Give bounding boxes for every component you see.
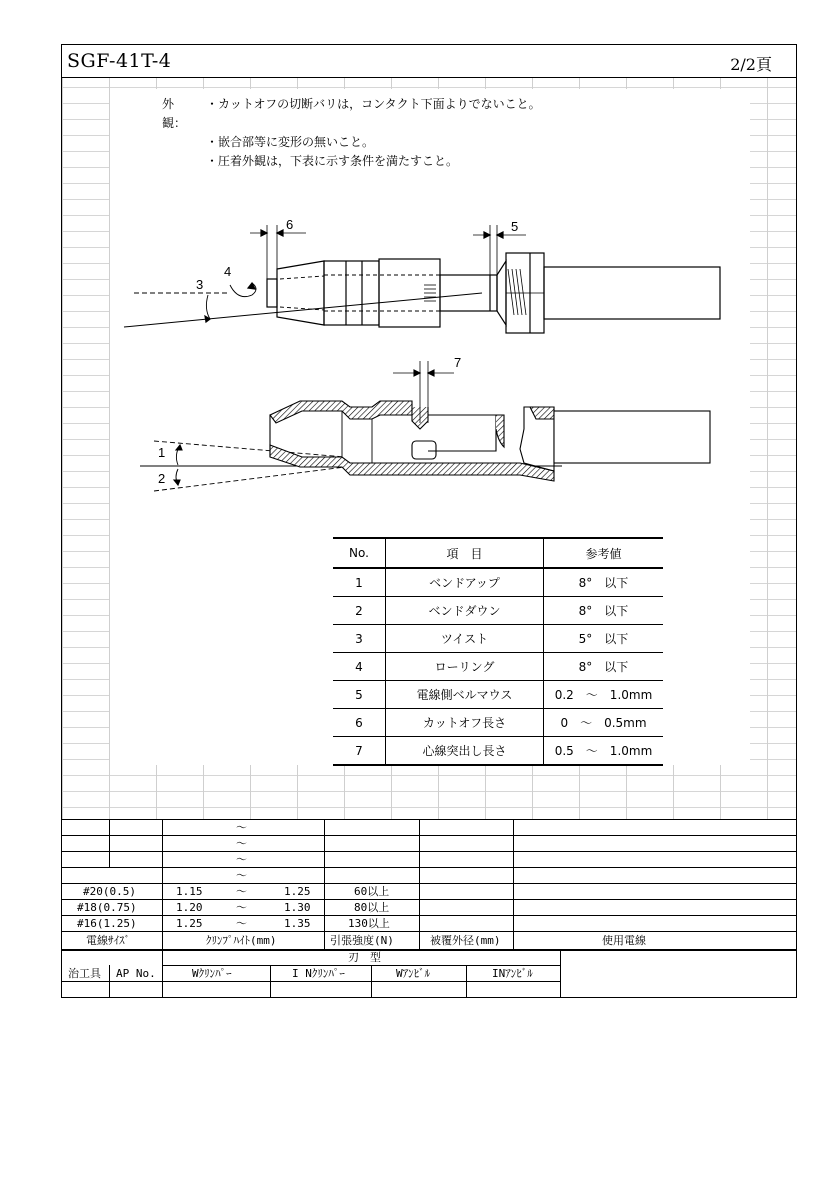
- header-wire-size: 電線ｻｲｽﾞ: [86, 934, 130, 947]
- spec-no: 4: [333, 653, 386, 681]
- spec-value: 8° 以下: [544, 568, 664, 597]
- angle-label-2: 2: [158, 471, 166, 486]
- tilde: ～: [236, 917, 247, 930]
- spec-no: 3: [333, 625, 386, 653]
- spec-value: 0.5 ～ 1.0mm: [544, 737, 664, 766]
- spec-header-item: 項 目: [386, 538, 544, 568]
- spec-no: 6: [333, 709, 386, 737]
- spec-row: [333, 681, 663, 709]
- tensile-strength: 80以上: [354, 901, 390, 914]
- spec-row: [333, 737, 663, 766]
- sheet-header: [62, 45, 796, 78]
- tilde: ～: [236, 885, 247, 898]
- spec-value: 5° 以下: [544, 625, 664, 653]
- page-number: 2/2頁: [730, 55, 772, 74]
- angle-label-4: 4: [224, 264, 232, 279]
- terminal-section-view: [140, 361, 710, 491]
- spec-row: [333, 568, 663, 597]
- wire-size: #20(0.5): [83, 885, 136, 898]
- terminal-drawing: [110, 89, 750, 529]
- spec-item: 心線突出し長さ: [386, 737, 544, 766]
- spec-item: ツイスト: [386, 625, 544, 653]
- header-crimp-height: ｸﾘﾝﾌﾟﾊｲﾄ(mm): [206, 934, 277, 947]
- drawing-sheet: [61, 44, 797, 998]
- tool-header-jig: 治工具: [68, 967, 101, 980]
- note-item: ・カットオフの切断バリは，コンタクト下面よりでないこと。: [206, 97, 541, 111]
- header-tensile-strength: 引張強度(N): [330, 934, 394, 947]
- tool-header-w-crimper: Wｸﾘﾝﾊﾟｰ: [192, 967, 232, 980]
- tool-header-ap-no: AP No.: [116, 967, 156, 980]
- spec-row: [333, 653, 663, 681]
- spec-value: 8° 以下: [544, 653, 664, 681]
- spec-value: 0.2 ～ 1.0mm: [544, 681, 664, 709]
- spec-no: 2: [333, 597, 386, 625]
- crimp-height-max: 1.35: [284, 917, 311, 930]
- terminal-top-view: [124, 225, 720, 333]
- spec-value: 0 ～ 0.5mm: [544, 709, 664, 737]
- spec-no: 5: [333, 681, 386, 709]
- spec-header-no: No.: [333, 538, 386, 568]
- note-item: ・嵌合部等に変形の無いこと。: [206, 135, 375, 149]
- angle-label-3: 3: [196, 277, 204, 292]
- crimp-height-max: 1.30: [284, 901, 311, 914]
- note-item: ・圧着外観は，下表に示す条件を満たすこと。: [206, 154, 459, 168]
- crimp-height-min: 1.25: [176, 917, 203, 930]
- notes-label: 外 観：: [162, 97, 187, 130]
- spec-item: ベンドアップ: [386, 568, 544, 597]
- tool-header-in-crimper: I Nｸﾘﾝﾊﾟｰ: [292, 967, 345, 980]
- tool-header-in-anvil: INｱﾝﾋﾞﾙ: [492, 967, 533, 980]
- spec-item: ベンドダウン: [386, 597, 544, 625]
- crimp-height-min: 1.20: [176, 901, 203, 914]
- document-number: SGF-41T-4: [67, 50, 172, 72]
- tilde: ～: [236, 869, 247, 882]
- crimp-tooling-table: [62, 819, 796, 998]
- spec-row: [333, 625, 663, 653]
- spec-no: 7: [333, 737, 386, 766]
- tool-header-w-anvil: Wｱﾝﾋﾞﾙ: [396, 967, 431, 980]
- spec-row: [333, 709, 663, 737]
- tensile-strength: 60以上: [354, 885, 390, 898]
- tilde: ～: [236, 901, 247, 914]
- crimp-appearance-spec-table: [333, 537, 663, 766]
- tilde: ～: [236, 821, 247, 834]
- wire-size: #16(1.25): [77, 917, 137, 930]
- spec-item: 電線側ベルマウス: [386, 681, 544, 709]
- content-area: [110, 89, 750, 765]
- header-outer-diameter: 被覆外径(mm): [430, 934, 501, 947]
- wire-size: #18(0.75): [77, 901, 137, 914]
- spec-header-reference: 参考値: [544, 538, 664, 568]
- header-used-wire: 使用電線: [602, 934, 646, 947]
- dimension-label-6: 6: [286, 217, 294, 232]
- spec-no: 1: [333, 568, 386, 597]
- dimension-label-7: 7: [454, 355, 462, 370]
- spec-item: カットオフ長さ: [386, 709, 544, 737]
- tensile-strength: 130以上: [348, 917, 390, 930]
- blade-type-label: 刃 型: [348, 951, 381, 964]
- tilde: ～: [236, 853, 247, 866]
- spec-row: [333, 597, 663, 625]
- spec-item: ローリング: [386, 653, 544, 681]
- crimp-height-max: 1.25: [284, 885, 311, 898]
- angle-label-1: 1: [158, 445, 166, 460]
- crimp-height-min: 1.15: [176, 885, 203, 898]
- dimension-label-5: 5: [511, 219, 519, 234]
- spec-value: 8° 以下: [544, 597, 664, 625]
- tilde: ～: [236, 837, 247, 850]
